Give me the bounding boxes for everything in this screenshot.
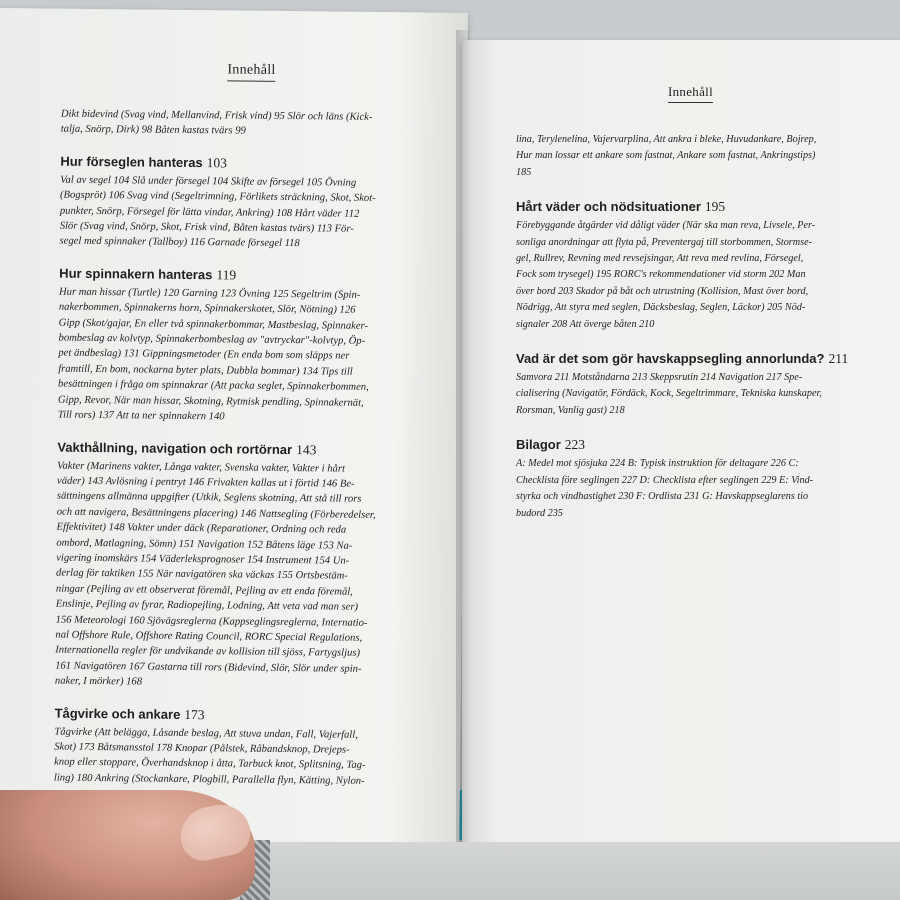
toc-line: Effektivitet) 148 Vakter under däck (Reparationer, Ordning och reda [56,521,347,536]
right-page [462,40,900,846]
intro-block [516,132,878,181]
toc-line: knop eller stoppare, Överhandsknop i åtta, Tarbuck knot, Splitsning, Tag- [54,757,366,772]
toc-line: Gipp (Skot/gajar, En eller två spinnakerbommar, Mastbeslag, Spinnaker- [58,317,369,332]
toc-section [54,705,427,790]
toc-line: nakerbommen, Spinnakerns horn, Spinnakerskotet, Slör, Nötning) 126 [58,301,356,316]
toc-line: nal Offshore Rule, Offshore Rating Council, RORC Special Regulations, [55,629,363,644]
left-page [0,8,468,849]
toc-line: Enslinje, Pejling av fyrar, Radiopejling, Lodning, Att veta vad man ser) [55,598,359,613]
section-page-number: 195 [704,199,726,215]
toc-line: Hur man lossar ett ankare som fastnat, Ankare som fastnat, Ankringstips) [516,150,816,162]
toc-line: segel med spinnaker (Tallboy) 116 Garnade försegel 118 [59,236,300,250]
toc-line: signaler 208 Att överge båten 210 [516,318,655,330]
section-title: Bilagor [516,437,561,453]
toc-line: över bord 203 Skador på båt och utrustning (Kollision, Mast över bord, [516,285,809,297]
section-page-number: 103 [206,154,228,171]
toc-line: styrka och vindhastighet 230 F: Ordlista 231 G: Havskappseglarens tio [516,491,809,503]
section-title: Tågvirke och ankare [54,705,181,722]
section-heading [516,199,878,215]
section-heading [59,265,431,285]
section-heading [55,705,427,725]
section-title: Hur spinnakern hanteras [59,265,213,283]
toc-line: cialisering (Navigatör, Fördäck, Kock, Segeltrimmare, Tekniska kunskaper, [516,388,822,400]
toc-line: Fock som trysegel) 195 RORC's rekommendationer vid storm 202 Man [516,269,806,281]
toc-line: ling) 180 Ankring (Stockankare, Plogbill, Parallella flyn, Kätting, Nylon- [53,772,365,787]
toc-line: A: Medel mot sjösjuka 224 B: Typisk instruktion för deltagare 226 C: [516,458,799,470]
toc-line: ningar (Pejling av ett observerat föremål, Pejling av ett enda föremål, [55,583,353,598]
toc-section [516,199,878,333]
toc-section [516,351,878,419]
toc-content [516,132,878,522]
toc-line: lina, Terylenelina, Vajervarplina, Att ankra i bleke, Huvudankare, Bojrep, [516,134,817,145]
toc-line: bombeslag av kolvtyp, Spinnakerbombeslag av "avtryckar"-kolvtyp, Öp- [58,332,366,347]
toc-line: väder) 143 Avlösning i pentryt 146 Frivakten kallas ut i förtid 146 Be- [56,475,355,490]
toc-line: Tågvirke (Att belägga, Låsande beslag, Att stuva undan, Fall, Vajerfall, [54,726,358,741]
toc-line: Samvora 211 Motståndarna 213 Skeppsrutin 214 Navigation 217 Spe- [516,372,803,384]
section-title: Hur förseglen hanteras [60,153,203,170]
toc-line: Vakter (Marinens vakter, Långa vakter, Svenska vakter, Vakter i hårt [57,460,345,475]
toc-line: 185 [516,166,532,178]
toc-line: Val av segel 104 Slå under försegel 104 Skifte av försegel 105 Övning [60,174,357,189]
toc-line: ombord, Matlagning, Sömn) 151 Navigation 152 Båtens läge 153 Na- [56,537,353,552]
section-heading [516,351,878,367]
toc-line: sonliga anordningar att flyta på, Preventergaj till storbommen, Stormse- [516,236,812,248]
toc-section [516,437,878,522]
toc-line: Gipp, Revor, När man hissar, Skotning, Rytmisk pendling, Spinnakernät, [57,394,364,409]
toc-line: derlag för taktiken 155 När navigatören ska väckas 155 Ortsbestäm- [56,567,348,583]
toc-line: besättningen i fråga om spinnakrar (Att packa seglet, Spinnakerbommen, [58,378,369,394]
toc-line: punkter, Snörp, Försegel för lätta vindar, Ankring) 108 Hårt väder 112 [59,205,360,220]
toc-line: Rorsman, Vanlig gast) 218 [516,404,625,416]
toc-line: Hur man hissar (Turtle) 120 Garning 123 Övning 125 Segeltrim (Spin- [58,286,361,301]
toc-line: 156 Meteorologi 160 Sjövägsreglerna (Kappseglingsreglerna, Internatio- [55,614,368,629]
toc-line: (Bogspröt) 106 Svag vind (Segeltrimning, Förlikets sträckning, Skot, Skot- [59,189,376,205]
section-title: Hårt väder och nödsituationer [516,199,701,215]
table-bottom [270,842,900,900]
book-gutter-shadow [456,30,470,850]
toc-line: framtill, En bom, nockarna byter plats, Dubbla bommar) 134 Tips till [58,363,353,378]
toc-line: Slör (Svag vind, Snörp, Skot, Frisk vind, Båten kastas tvärs) 113 För- [59,220,354,235]
section-page-number: 211 [828,351,849,367]
toc-line: och att navigera, Besättningens placering) 146 Nattsegling (Förberedelser, [56,506,376,521]
running-head: Innehåll [227,62,275,82]
toc-line: sättningens allmänna uppgifter (Utkik, Seglens skotning, Att stå till rors [56,490,362,506]
intro-block [61,107,433,142]
toc-line: Förebyggande åtgärder vid dåligt väder (När ska man reva, Livsele, Per- [516,220,816,232]
section-page-number: 223 [564,437,586,453]
section-heading [60,153,432,173]
toc-line: pet ändbeslag) 131 Gippningsmetoder (En enda bom som släpps ner [58,348,350,363]
toc-line: Till rors) 137 Att ta ner spinnakern 140 [57,409,225,423]
toc-line: talja, Snörp, Dirk) 98 Båten kastas tvärs 99 [60,124,246,137]
section-page-number: 119 [216,267,237,283]
toc-line: gel, Rullrev, Revning med revsejsingar, Att reva med revlina, Försegel, [516,253,804,265]
section-title: Vakthållning, navigation och rortörnar [57,439,293,457]
toc-line: budord 235 [516,507,563,519]
toc-section [58,265,432,427]
toc-line: Nödrigg, Att styra med seglen, Däcksbeslag, Seglen, Läckor) 205 Nöd- [516,302,806,314]
toc-section [55,439,430,693]
toc-line: Skot) 173 Båtsmansstol 178 Knopar (Pålstek, Råbandsknop, Drejeps- [54,741,350,756]
toc-line: Dikt bidevind (Svag vind, Mellanvind, Frisk vind) 95 Slör och läns (Kick- [60,108,373,123]
section-heading [57,439,429,459]
section-page-number: 173 [184,706,205,722]
section-page-number: 143 [296,441,317,457]
section-heading [516,437,878,453]
section-title: Vad är det som gör havskappsegling annorlunda? [516,351,825,367]
toc-line: Checklista före seglingen 227 D: Checklista efter seglingen 229 E: Vind- [516,474,814,486]
toc-section [59,153,432,253]
toc-line: vigering inomskärs 154 Väderleksprognoser 154 Instrument 154 Un- [56,552,350,567]
toc-line: naker, I mörker) 168 [54,675,143,688]
toc-line: 161 Navigatören 167 Gastarna till rors (Bidevind, Slör, Slör under spin- [55,660,362,675]
running-head: Innehåll [668,84,713,103]
toc-content [54,107,433,790]
toc-line: Internationella regler för undvikande av kollision till sjöss, Fartygsljus) [55,644,361,660]
